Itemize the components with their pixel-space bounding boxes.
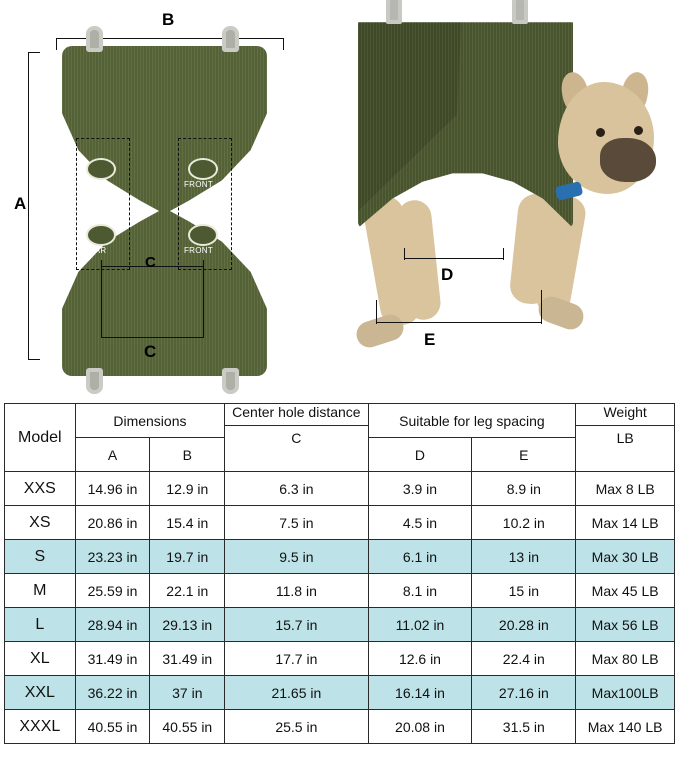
cell-b: 29.13 in [150,608,225,642]
leg-hole-label-front-upper: FRONT [184,180,214,189]
header-center-hole-distance [225,404,368,472]
leg-hole-front-lower [188,224,218,246]
cell-d: 20.08 in [368,710,472,744]
dimension-line-d [404,258,504,259]
dimension-label-e: E [424,330,436,349]
photo-strap-right [512,0,528,24]
table-row [5,540,675,574]
cell-b: 22.1 in [150,574,225,608]
cell-c: 6.3 in [225,472,368,506]
dog-front-paw [535,293,587,333]
cell-d: 4.5 in [368,506,472,540]
cell-c: 17.7 in [225,642,368,676]
table-row [5,506,675,540]
cell-e: 13 in [472,540,576,574]
cell-b: 19.7 in [150,540,225,574]
cell-weight: Max 80 LB [576,642,675,676]
cell-b: 37 in [150,676,225,710]
cell-c: 11.8 in [225,574,368,608]
header-center-hole-distance-title: Center hole distance [232,404,361,420]
cell-c: 15.7 in [225,608,368,642]
leg-hole-label-rear-upper: REAR [83,180,107,189]
table-row [5,676,675,710]
strap-top-left [86,26,103,52]
cell-model: XS [5,506,76,540]
dimension-label-c-bottom: C [144,342,157,361]
leg-hole-front-upper [188,158,218,180]
cell-model: L [5,608,76,642]
cell-e: 22.4 in [472,642,576,676]
cell-model: XXL [5,676,76,710]
cell-weight: Max 8 LB [576,472,675,506]
strap-bottom-left [86,368,103,394]
cell-c: 7.5 in [225,506,368,540]
cell-weight: Max 140 LB [576,710,675,744]
leg-hole-rear-lower [86,224,116,246]
cell-a: 36.22 in [75,676,150,710]
table-head [5,404,675,472]
header-leg-spacing: Suitable for leg spacing [368,404,576,438]
cell-d: 11.02 in [368,608,472,642]
dimension-line-a [28,52,29,360]
dimension-label-a: A [14,194,27,213]
cell-b: 12.9 in [150,472,225,506]
strap-top-right [222,26,239,52]
header-model: Model [5,404,76,472]
photo-strap-left [386,0,402,24]
garment-illustration [62,46,267,376]
dimension-leader-c-left [101,266,102,338]
cell-e: 31.5 in [472,710,576,744]
cell-model: S [5,540,76,574]
header-col-e: E [472,438,576,472]
cell-a: 31.49 in [75,642,150,676]
header-col-d: D [368,438,472,472]
header-col-lb: LB [576,425,674,446]
header-col-c: C [225,425,367,446]
dog-rear-paw [353,311,407,351]
size-table [4,403,675,744]
cell-d: 8.1 in [368,574,472,608]
cell-a: 40.55 in [75,710,150,744]
cell-b: 31.49 in [150,642,225,676]
cell-c: 9.5 in [225,540,368,574]
dimension-tick-a-bottom [28,359,40,360]
dimension-label-d: D [441,265,454,284]
header-weight [576,404,675,472]
cell-e: 10.2 in [472,506,576,540]
cell-e: 27.16 in [472,676,576,710]
header-col-b: B [150,438,225,472]
leg-hole-label-rear-lower: REAR [83,246,107,255]
dimension-tick-b-left [56,38,57,50]
dimension-tick-e-right [541,290,542,324]
table-row [5,472,675,506]
cell-b: 40.55 in [150,710,225,744]
leg-hole-label-front-lower: FRONT [184,246,214,255]
cell-d: 3.9 in [368,472,472,506]
leg-hole-rear-upper [86,158,116,180]
dimension-leader-c-right [203,266,204,338]
dimension-line-e [376,322,542,323]
cell-d: 6.1 in [368,540,472,574]
dimension-tick-d-right [503,248,504,260]
cell-weight: Max100LB [576,676,675,710]
dimension-tick-d-left [404,248,405,260]
cell-model: XXS [5,472,76,506]
table-row [5,710,675,744]
strap-bottom-right [222,368,239,394]
table-header-group-row [5,404,675,438]
dimension-tick-b-right [283,38,284,50]
cell-weight: Max 56 LB [576,608,675,642]
cell-a: 28.94 in [75,608,150,642]
dog-in-sling-photo [300,0,679,395]
cell-e: 20.28 in [472,608,576,642]
cell-e: 15 in [472,574,576,608]
dimension-tick-a-top [28,52,40,53]
header-col-a: A [75,438,150,472]
cell-a: 25.59 in [75,574,150,608]
cell-e: 8.9 in [472,472,576,506]
table-row [5,608,675,642]
table-row [5,574,675,608]
header-dimensions: Dimensions [75,404,225,438]
dog-muzzle [600,138,656,182]
table-row [5,642,675,676]
table-body [5,472,675,744]
cell-weight: Max 45 LB [576,574,675,608]
flat-product-diagram [14,8,314,393]
cell-model: XL [5,642,76,676]
cell-d: 12.6 in [368,642,472,676]
size-chart-table [4,403,675,744]
dimension-label-b: B [162,10,175,29]
header-weight-title: Weight [603,404,647,420]
cell-b: 15.4 in [150,506,225,540]
cell-c: 25.5 in [225,710,368,744]
dimension-line-c-bottom [101,337,204,338]
dog-eye-left [596,128,605,137]
cell-a: 20.86 in [75,506,150,540]
cell-a: 23.23 in [75,540,150,574]
dog-eye-right [634,126,643,135]
dimension-label-c-top: C [145,254,156,271]
dimension-tick-e-left [376,300,377,324]
cell-model: M [5,574,76,608]
cell-model: XXXL [5,710,76,744]
cell-c: 21.65 in [225,676,368,710]
cell-weight: Max 14 LB [576,506,675,540]
cell-d: 16.14 in [368,676,472,710]
cell-a: 14.96 in [75,472,150,506]
cell-weight: Max 30 LB [576,540,675,574]
